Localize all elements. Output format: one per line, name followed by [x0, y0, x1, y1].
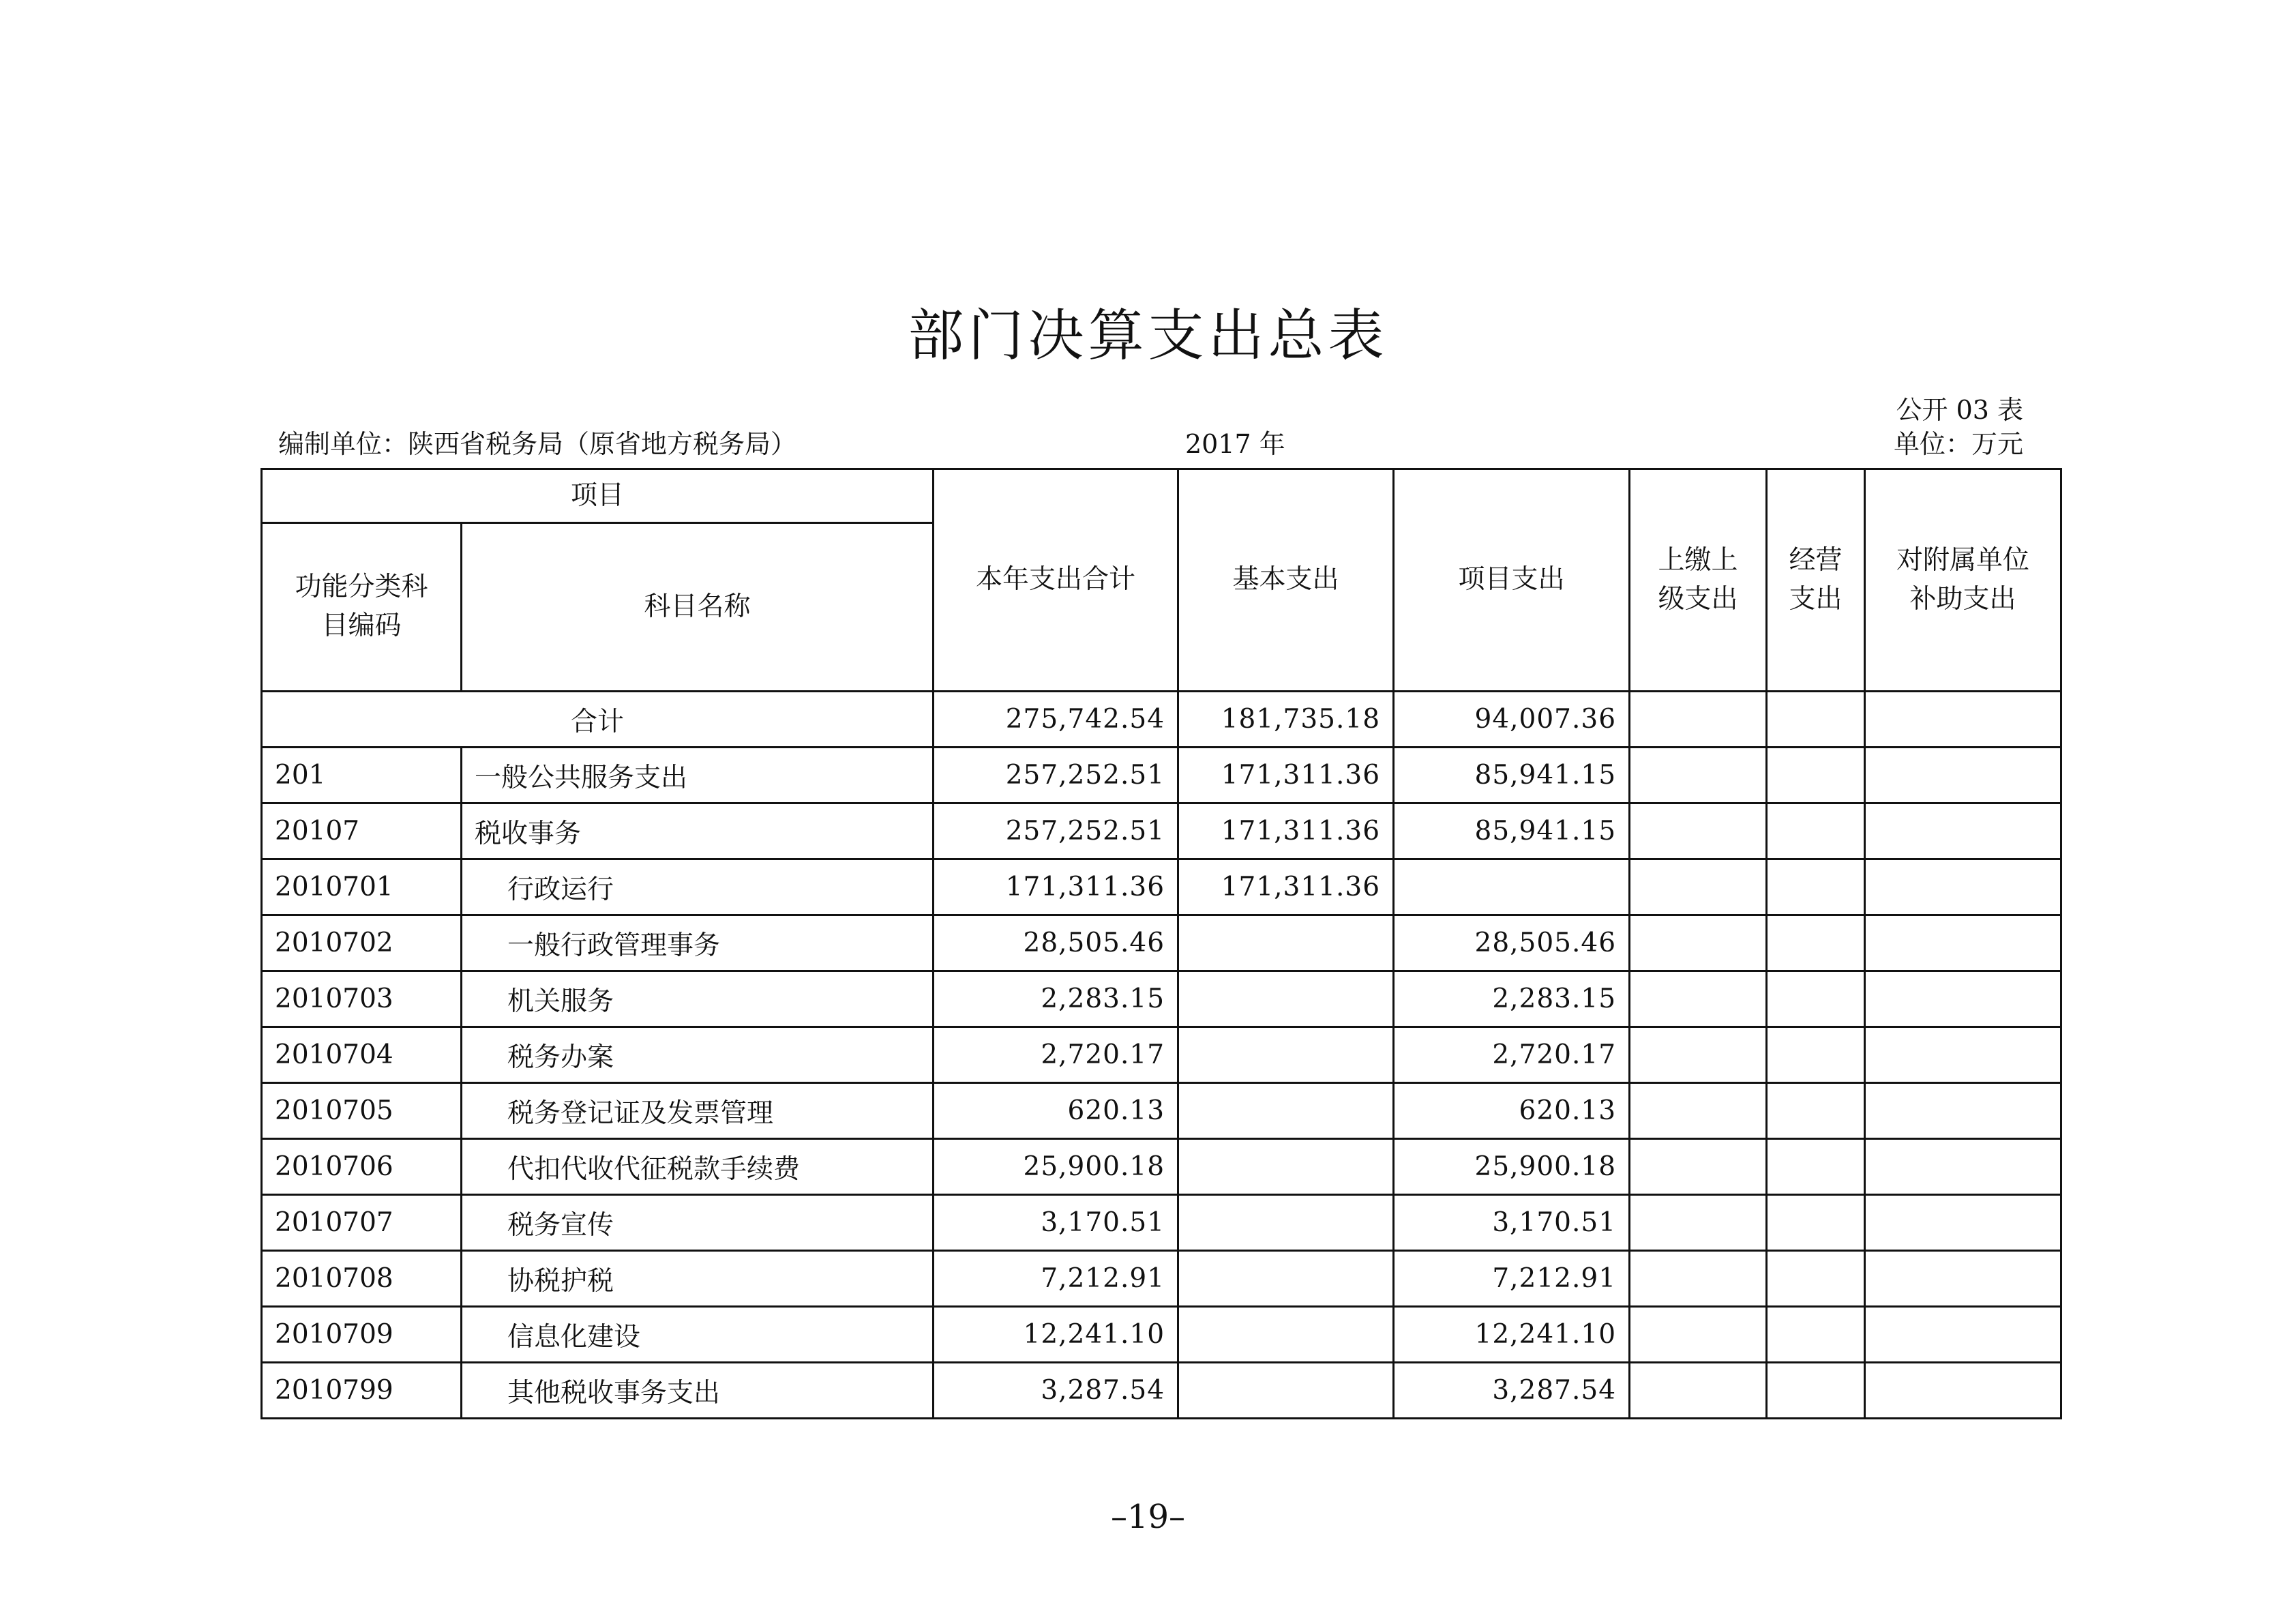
row-upper [1630, 748, 1767, 803]
unit-label: 单位：万元 [1893, 429, 2023, 459]
row-name: 税务登记证及发票管理 [462, 1083, 934, 1139]
row-total: 3,287.54 [934, 1363, 1178, 1419]
row-subsidy [1865, 1363, 2061, 1419]
row-subsidy [1865, 915, 2061, 971]
row-upper [1630, 859, 1767, 915]
total-row [262, 692, 2061, 748]
row-basic [1178, 915, 1394, 971]
page-number: –19– [1110, 1498, 1186, 1536]
row-basic [1178, 1139, 1394, 1195]
table-row [262, 915, 2061, 971]
form-number: 公开 03 表 [1896, 395, 2023, 425]
row-total: 28,505.46 [934, 915, 1178, 971]
table-row [262, 1195, 2061, 1251]
row-code: 2010705 [262, 1083, 462, 1139]
table-row [262, 1251, 2061, 1307]
row-total: 2,720.17 [934, 1027, 1178, 1083]
row-project: 3,287.54 [1394, 1363, 1630, 1419]
header-total: 本年支出合计 [934, 469, 1178, 692]
header-upper: 上缴上级支出 [1630, 469, 1767, 692]
row-business [1767, 859, 1865, 915]
row-basic [1178, 1195, 1394, 1251]
row-upper [1630, 1251, 1767, 1307]
row-name: 税务宣传 [462, 1195, 934, 1251]
header-basic: 基本支出 [1178, 469, 1394, 692]
total-upper [1630, 692, 1767, 748]
total-business [1767, 692, 1865, 748]
row-project: 2,283.15 [1394, 971, 1630, 1027]
row-business [1767, 1307, 1865, 1363]
row-project: 28,505.46 [1394, 915, 1630, 971]
row-project: 85,941.15 [1394, 748, 1630, 803]
row-total: 7,212.91 [934, 1251, 1178, 1307]
row-project: 2,720.17 [1394, 1027, 1630, 1083]
row-basic [1178, 1363, 1394, 1419]
row-basic [1178, 1083, 1394, 1139]
row-name: 协税护税 [462, 1251, 934, 1307]
row-code: 2010702 [262, 915, 462, 971]
row-code: 2010709 [262, 1307, 462, 1363]
row-business [1767, 1251, 1865, 1307]
row-total: 12,241.10 [934, 1307, 1178, 1363]
row-project: 12,241.10 [1394, 1307, 1630, 1363]
row-subsidy [1865, 1307, 2061, 1363]
row-subsidy [1865, 1083, 2061, 1139]
row-name: 行政运行 [462, 859, 934, 915]
row-business [1767, 971, 1865, 1027]
row-code: 2010706 [262, 1139, 462, 1195]
row-code: 2010799 [262, 1363, 462, 1419]
page-title: 部门决算支出总表 [908, 304, 1388, 368]
row-subsidy [1865, 971, 2061, 1027]
row-code: 201 [262, 748, 462, 803]
compiling-unit: 编制单位：陕西省税务局（原省地方税务局） [278, 429, 797, 459]
report-year: 2017 年 [1185, 429, 1285, 459]
row-project: 85,941.15 [1394, 803, 1630, 859]
row-name: 一般行政管理事务 [462, 915, 934, 971]
total-subsidy [1865, 692, 2061, 748]
row-name: 机关服务 [462, 971, 934, 1027]
row-name: 信息化建设 [462, 1307, 934, 1363]
row-total: 3,170.51 [934, 1195, 1178, 1251]
row-code: 2010707 [262, 1195, 462, 1251]
row-total: 257,252.51 [934, 803, 1178, 859]
row-name: 一般公共服务支出 [462, 748, 934, 803]
table-row [262, 1363, 2061, 1419]
row-upper [1630, 1195, 1767, 1251]
table-row [262, 1139, 2061, 1195]
row-business [1767, 748, 1865, 803]
table-row [262, 1083, 2061, 1139]
header-subsidy: 对附属单位补助支出 [1865, 469, 2061, 692]
row-business [1767, 1083, 1865, 1139]
row-basic: 171,311.36 [1178, 803, 1394, 859]
table-row [262, 1307, 2061, 1363]
row-project: 620.13 [1394, 1083, 1630, 1139]
total-project: 94,007.36 [1394, 692, 1630, 748]
row-subsidy [1865, 859, 2061, 915]
row-business [1767, 1195, 1865, 1251]
row-subsidy [1865, 748, 2061, 803]
table-row [262, 1027, 2061, 1083]
row-subsidy [1865, 803, 2061, 859]
row-project: 25,900.18 [1394, 1139, 1630, 1195]
row-business [1767, 1027, 1865, 1083]
row-project: 3,170.51 [1394, 1195, 1630, 1251]
row-code: 2010701 [262, 859, 462, 915]
row-name: 税务办案 [462, 1027, 934, 1083]
row-project: 7,212.91 [1394, 1251, 1630, 1307]
row-business [1767, 1139, 1865, 1195]
row-name: 代扣代收代征税款手续费 [462, 1139, 934, 1195]
row-upper [1630, 1307, 1767, 1363]
row-basic [1178, 1307, 1394, 1363]
row-code: 20107 [262, 803, 462, 859]
header-business: 经营支出 [1767, 469, 1865, 692]
row-basic: 171,311.36 [1178, 748, 1394, 803]
row-upper [1630, 1363, 1767, 1419]
header-project: 项目支出 [1394, 469, 1630, 692]
row-upper [1630, 803, 1767, 859]
row-business [1767, 915, 1865, 971]
row-upper [1630, 1027, 1767, 1083]
row-total: 2,283.15 [934, 971, 1178, 1027]
row-subsidy [1865, 1195, 2061, 1251]
row-upper [1630, 915, 1767, 971]
row-subsidy [1865, 1027, 2061, 1083]
expenditure-table [260, 468, 2062, 1419]
header-code: 功能分类科目编码 [262, 523, 462, 692]
row-upper [1630, 1083, 1767, 1139]
table-row [262, 803, 2061, 859]
row-total: 171,311.36 [934, 859, 1178, 915]
row-subsidy [1865, 1139, 2061, 1195]
table-row [262, 859, 2061, 915]
row-subsidy [1865, 1251, 2061, 1307]
row-code: 2010704 [262, 1027, 462, 1083]
row-project [1394, 859, 1630, 915]
row-business [1767, 1363, 1865, 1419]
header-item-group: 项目 [262, 469, 934, 523]
row-basic [1178, 1251, 1394, 1307]
row-code: 2010703 [262, 971, 462, 1027]
table-row [262, 748, 2061, 803]
table-row [262, 971, 2061, 1027]
row-name: 其他税收事务支出 [462, 1363, 934, 1419]
row-business [1767, 803, 1865, 859]
row-total: 25,900.18 [934, 1139, 1178, 1195]
row-name: 税收事务 [462, 803, 934, 859]
total-label: 合计 [262, 692, 934, 748]
total-basic: 181,735.18 [1178, 692, 1394, 748]
row-basic [1178, 971, 1394, 1027]
row-basic [1178, 1027, 1394, 1083]
row-basic: 171,311.36 [1178, 859, 1394, 915]
row-total: 620.13 [934, 1083, 1178, 1139]
header-name: 科目名称 [462, 523, 934, 692]
row-total: 257,252.51 [934, 748, 1178, 803]
row-code: 2010708 [262, 1251, 462, 1307]
total-amount: 275,742.54 [934, 692, 1178, 748]
row-upper [1630, 1139, 1767, 1195]
row-upper [1630, 971, 1767, 1027]
